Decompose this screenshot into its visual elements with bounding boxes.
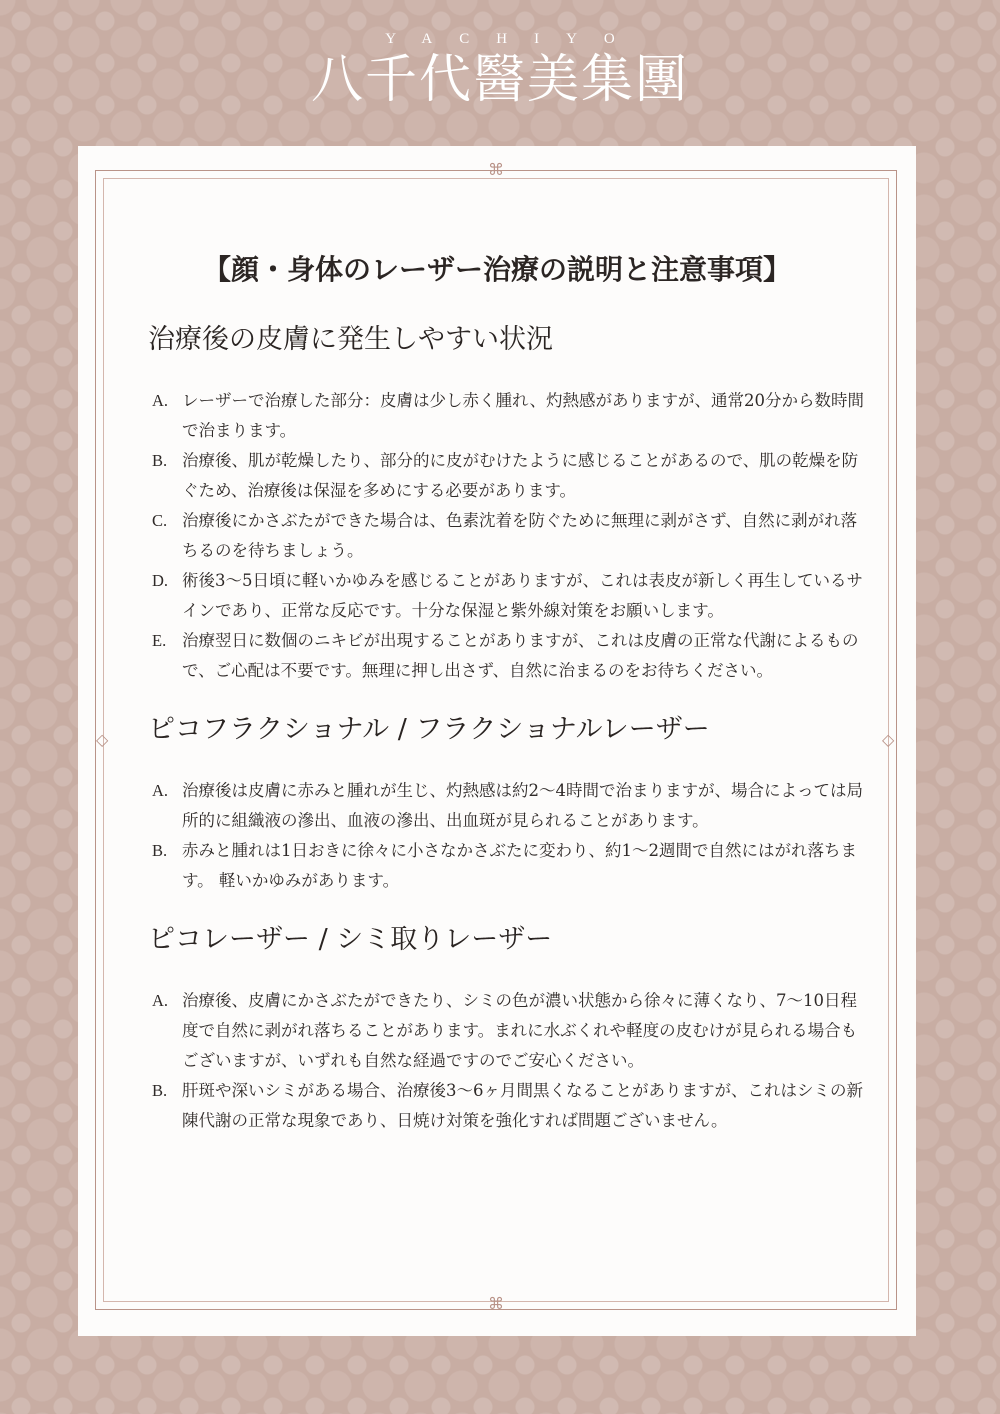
list-item-text: 治療後は皮膚に赤みと腫れが生じ、灼熱感は約2～4時間で治まりますが、場合によっては局所的に組織液の滲出、血液の滲出、出血斑が見られることがあります。 bbox=[182, 781, 863, 830]
list-item-text: 肝斑や深いシミがある場合、治療後3～6ヶ月間黒くなることがありますが、これはシミの新陳代謝の正常な現象であり、日焼け対策を強化すれば問題ございません。 bbox=[182, 1081, 863, 1130]
list-item-text: 術後3～5日頃に軽いかゆみを感じることがありますが、これは表皮が新しく再生しているサインであり、正常な反応です。十分な保湿と紫外線対策をお願いします。 bbox=[182, 571, 863, 620]
list-item-marker: A. bbox=[152, 991, 169, 1010]
section-heading: 治療後の皮膚に発生しやすい状況 bbox=[148, 324, 553, 355]
list-item bbox=[152, 386, 868, 446]
list-item-marker: D. bbox=[152, 571, 169, 590]
list-item bbox=[152, 566, 868, 626]
list-item-marker: E. bbox=[152, 631, 167, 650]
list-item-marker: C. bbox=[152, 511, 168, 530]
list-item bbox=[152, 626, 868, 686]
list-item-text: 治療後、皮膚にかさぶたができたり、シミの色が濃い状態から徐々に薄くなり、7～10日程度で自然に剥がれ落ちることがあります。まれに水ぶくれや軽度の皮むけが見られる場合もございますが、いずれも自然な経過ですのでご安心ください。 bbox=[182, 991, 858, 1070]
list-item-text: 赤みと腫れは1日おきに徐々に小さなかさぶたに変わり、約1～2週間で自然にはがれ落ちます。 軽いかゆみがあります。 bbox=[182, 841, 857, 890]
frame-ornament-left-icon: ◇ bbox=[96, 730, 109, 749]
section bbox=[148, 320, 868, 686]
list-item-marker: B. bbox=[152, 1081, 168, 1100]
section bbox=[148, 710, 868, 896]
header bbox=[0, 30, 1000, 112]
document-title: 【顔・身体のレーザー治療の説明と注意事項】 bbox=[202, 253, 791, 286]
list-item-marker: A. bbox=[152, 391, 169, 410]
document-content bbox=[148, 320, 868, 1160]
list-item-text: 治療翌日に数個のニキビが出現することがありますが、これは皮膚の正常な代謝によるもので、ご心配は不要です。無理に押し出さず、自然に治まるのをお待ちください。 bbox=[182, 631, 859, 680]
list-item bbox=[152, 776, 868, 836]
list-item bbox=[152, 1076, 868, 1136]
list-item bbox=[152, 836, 868, 896]
list-item-marker: A. bbox=[152, 781, 169, 800]
frame-ornament-right-icon: ◇ bbox=[882, 730, 895, 749]
frame-ornament-top-icon: ⌘ bbox=[488, 160, 504, 179]
section bbox=[148, 920, 868, 1136]
list-item-marker: B. bbox=[152, 451, 168, 470]
frame-ornament-bottom-icon: ⌘ bbox=[488, 1294, 504, 1313]
brand-latin-name: YACHIYO bbox=[385, 31, 642, 47]
list-item bbox=[152, 446, 868, 506]
list-item-marker: B. bbox=[152, 841, 168, 860]
list-item-text: 治療後、肌が乾燥したり、部分的に皮がむけたように感じることがあるので、肌の乾燥を防ぐため、治療後は保湿を多めにする必要があります。 bbox=[182, 451, 859, 500]
brand-logo-name: 八千代醫美集團 bbox=[310, 50, 689, 110]
list-item bbox=[152, 986, 868, 1076]
list-item-text: 治療後にかさぶたができた場合は、色素沈着を防ぐために無理に剥がさず、自然に剥がれ落ちるのを待ちましょう。 bbox=[182, 511, 858, 560]
section-heading: ピコレーザー / シミ取りレーザー bbox=[148, 924, 553, 955]
list-item-text: レーザーで治療した部分：皮膚は少し赤く腫れ、灼熱感がありますが、通常20分から数時間で治まります。 bbox=[182, 391, 864, 440]
section-heading: ピコフラクショナル / フラクショナルレーザー bbox=[148, 714, 710, 745]
list-item bbox=[152, 506, 868, 566]
